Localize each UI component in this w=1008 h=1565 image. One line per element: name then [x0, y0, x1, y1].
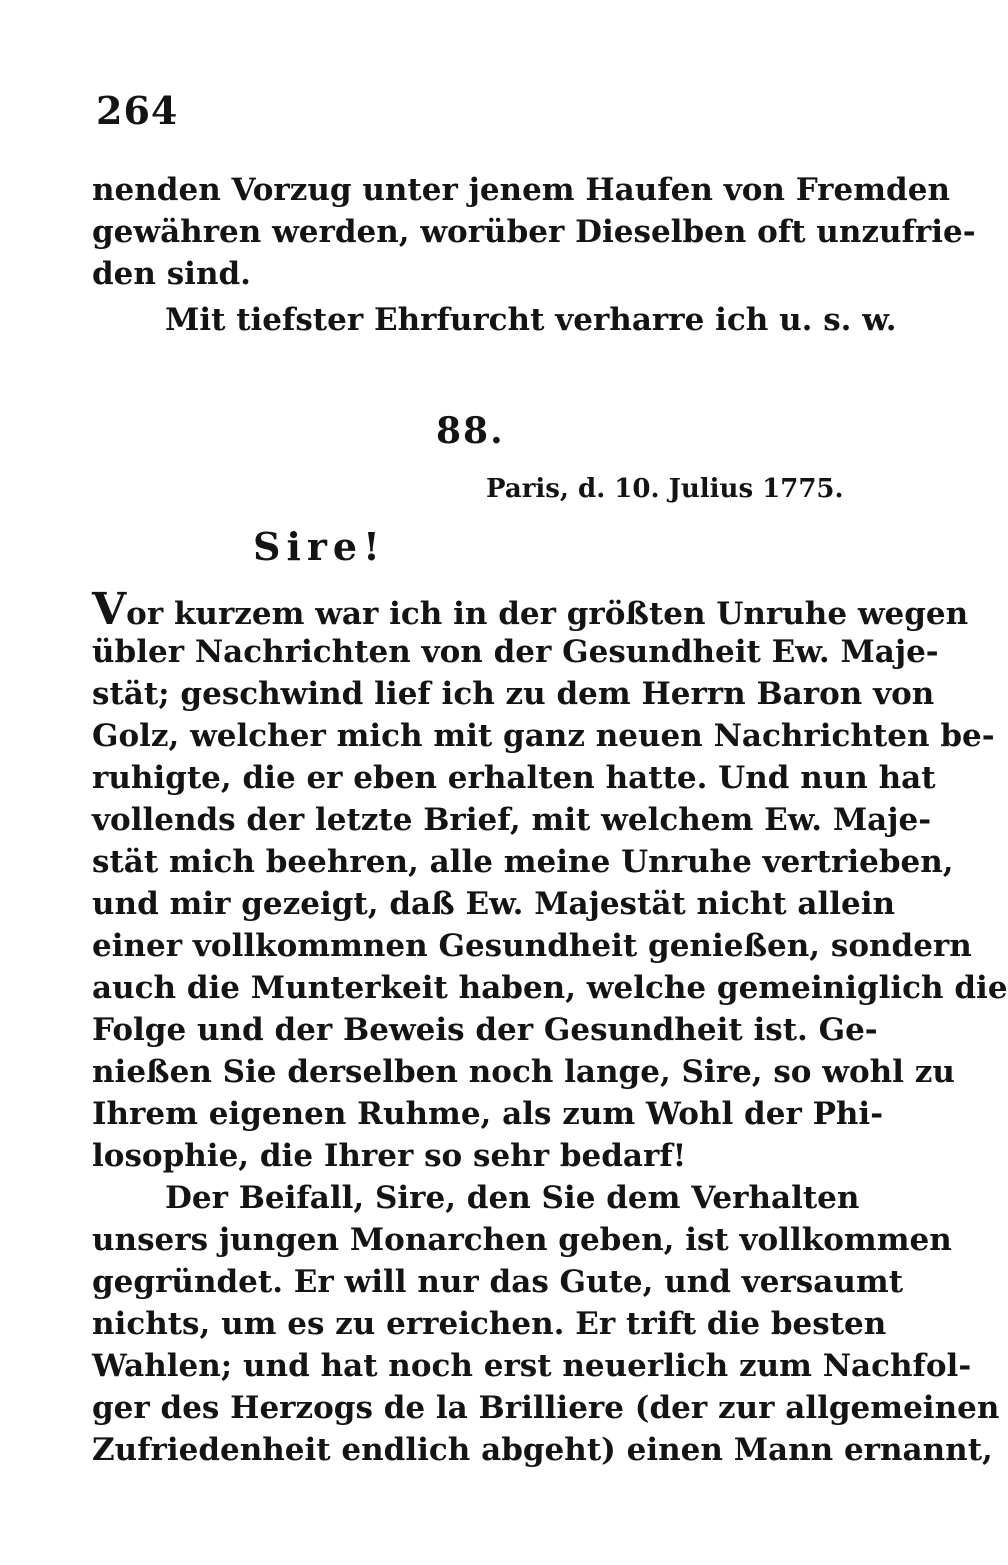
letter-dateline: Paris, d. 10. Julius 1775. — [486, 474, 844, 504]
second-paragraph-line: nichts, um es zu erreichen. Er trift die besten — [92, 1306, 887, 1342]
closing-formula: Mit tiefster Ehrfurcht verharre ich u. s. w. — [165, 302, 897, 338]
body-line: Folge und der Beweis der Gesundheit ist. Ge- — [92, 1012, 878, 1048]
intro-line: gewähren werden, worüber Dieselben oft unzufrie- — [92, 214, 976, 250]
drop-cap: V — [92, 584, 127, 635]
body-line: Ihrem eigenen Ruhme, als zum Wohl der Phi- — [92, 1096, 884, 1132]
second-paragraph-line: gegründet. Er will nur das Gute, und versaumt — [92, 1264, 904, 1300]
page-number: 264 — [96, 88, 179, 133]
body-line: einer vollkommnen Gesundheit genießen, sondern — [92, 928, 972, 964]
second-paragraph-line: Zufriedenheit endlich abgeht) einen Mann ernannt, — [92, 1432, 993, 1468]
body-line: stät mich beehren, alle meine Unruhe vertrieben, — [92, 844, 954, 880]
second-paragraph-line: Wahlen; und hat noch erst neuerlich zum Nachfol- — [92, 1348, 972, 1384]
body-line: und mir gezeigt, daß Ew. Majestät nicht allein — [92, 886, 896, 922]
body-line: nießen Sie derselben noch lange, Sire, so wohl zu — [92, 1054, 955, 1090]
body-line: stät; geschwind lief ich zu dem Herrn Baron von — [92, 676, 935, 712]
second-paragraph-line: unsers jungen Monarchen geben, ist vollkommen — [92, 1222, 952, 1258]
body-line-text: or kurzem war ich in der größten Unruhe wegen — [126, 596, 969, 632]
letter-number: 88. — [436, 410, 505, 452]
body-line: übler Nachrichten von der Gesundheit Ew. Maje- — [92, 634, 939, 670]
body-line: auch die Munterkeit haben, welche gemeiniglich die — [92, 970, 1008, 1006]
intro-line: nenden Vorzug unter jenem Haufen von Fremden — [92, 172, 950, 208]
intro-line: den sind. — [92, 256, 251, 292]
second-paragraph-line: Der Beifall, Sire, den Sie dem Verhalten — [165, 1180, 860, 1216]
body-line: vollends der letzte Brief, mit welchem Ew. Maje- — [92, 802, 932, 838]
body-line — [92, 584, 969, 635]
second-paragraph-line: ger des Herzogs de la Brilliere (der zur allgemeinen — [92, 1390, 1000, 1426]
body-line: Golz, welcher mich mit ganz neuen Nachrichten be- — [92, 718, 995, 754]
body-line: ruhigte, die er eben erhalten hatte. Und nun hat — [92, 760, 936, 796]
salutation: Sire! — [253, 524, 386, 569]
body-line: losophie, die Ihrer so sehr bedarf! — [92, 1138, 687, 1174]
